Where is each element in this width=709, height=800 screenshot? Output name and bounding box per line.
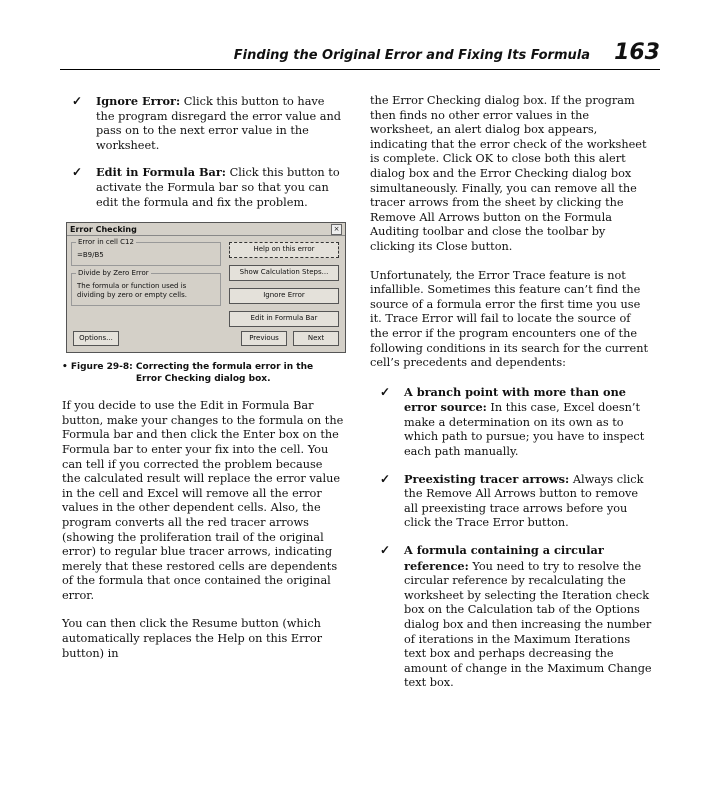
right-column [370,94,652,703]
help-on-error-button[interactable]: Help on this error [229,242,339,258]
check-icon: ✓ [72,165,83,180]
error-checking-dialog [66,222,346,353]
body-paragraph: If you decide to use the Edit in Formula Bar button, make your changes to the formula on the Formula bar and then click the Enter box on the Formula bar to enter your fix into the cell. You can tell if you corrected the problem because the calculated result will replace the error value in the cell and Excel will remove all the error values in the other dependent cells. Also, the program converts all the red tracer arrows (showing the proliferation trail of the original error) to regular blue tracer arrows, indicating merely that these restored cells are dependents of the formula that once contained the original error. [62,399,344,602]
dialog-nav [241,331,339,346]
header-rule [60,69,660,70]
caption-text: Correcting the formula error in the Error Checking dialog box. [135,362,314,385]
close-icon[interactable]: × [331,224,342,235]
bullet-text: Click this button to activate the Formula bar so that you can edit the formula and fix the problem. [96,166,340,209]
bullet-text: You need to try to resolve the circular reference by recalculating the worksheet by selecting the Iteration check box on the Calculation tab of the Options dialog box and then increasing the number of iterations in the Maximum Iterations text box and perhaps decreasing the amount of change in the Maximum Change text box. [404,559,652,690]
error-type-label: Divide by Zero Error [78,269,149,278]
edit-in-formula-bar-button[interactable]: Edit in Formula Bar [229,311,339,327]
dialog-footer [67,331,345,352]
body-paragraph: Unfortunately, the Error Trace feature is not infallible. Sometimes this feature can’t find the source of a formula error the first time you use it. Trace Error will fail to locate the source of the error if the program encounters one of the following conditions in its search for the current cell’s precedents and dependents: [370,268,649,370]
error-cell-group [71,238,221,266]
dialog-body [67,236,345,331]
error-cell-label: Error in cell C12 [78,238,134,247]
dialog-groups [71,238,221,327]
right-bullet-list [370,385,652,691]
check-icon: ✓ [72,94,83,108]
bullet-item [62,94,344,153]
bullet-text: Click this button to have the program disregard the error value and pass on to the next error value in the worksheet. [96,95,342,152]
dialog-title: Error Checking [70,224,137,234]
bullet-item [62,165,344,210]
error-description: The formula or function used is dividing by zero or empty cells. [77,282,187,300]
error-type-group [71,269,221,306]
bullet-term: Preexisting tracer arrows: [404,471,570,486]
show-calculation-steps-button[interactable]: Show Calculation Steps... [229,265,339,281]
bullet-term: A branch point with more than one error source: [404,384,626,415]
ignore-error-button[interactable]: Ignore Error [229,288,339,304]
next-button[interactable]: Next [293,331,339,346]
bullet-term: Ignore Error: [96,94,181,108]
dialog-titlebar [67,223,345,236]
bullet-term: Edit in Formula Bar: [96,165,226,180]
left-bullet-list [62,94,344,210]
check-icon: ✓ [380,543,391,558]
bullet-item [370,472,652,531]
body-paragraph: the Error Checking dialog box. If the program then finds no other error values in the worksheet, an alert dialog box appears, indicating that the error check of the worksheet is complete. Click OK to close both this alert dialog box and the Error Checking dialog box simultaneously. Finally, you can remove all the tracer arrows from the sheet by clicking the Remove All Arrows button on the Formula Auditing toolbar and close the toolbar by clicking its Close button. [370,94,647,253]
previous-button[interactable]: Previous [241,331,287,346]
bullet-text: In this case, Excel doesn’t make a determination on its own as to which path to pursue; you have to inspect each path manually. [404,401,645,459]
bullet-text: Always click the Remove All Arrows button to remove all preexisting trace arrows before you click the Trace Error button. [404,472,644,530]
error-cell-formula: =B9/B5 [77,251,104,260]
check-icon: ✓ [380,384,391,399]
caption-label: • Figure 29-8: [62,362,133,373]
page-header [60,40,660,70]
bullet-item [370,385,652,460]
dialog-actions [229,242,339,327]
check-icon: ✓ [380,471,391,486]
figure-caption [62,361,344,385]
running-head: Finding the Original Error and Fixing Its Formula [233,48,590,63]
bullet-term: A formula containing a circular reference: [404,543,604,573]
left-column [62,94,344,661]
body-paragraph: You can then click the Resume button (which automatically replaces the Help on this Error button) in [62,617,323,660]
options-button[interactable]: Options... [73,331,119,346]
bullet-item [370,543,652,691]
page-number: 163 [614,40,660,65]
